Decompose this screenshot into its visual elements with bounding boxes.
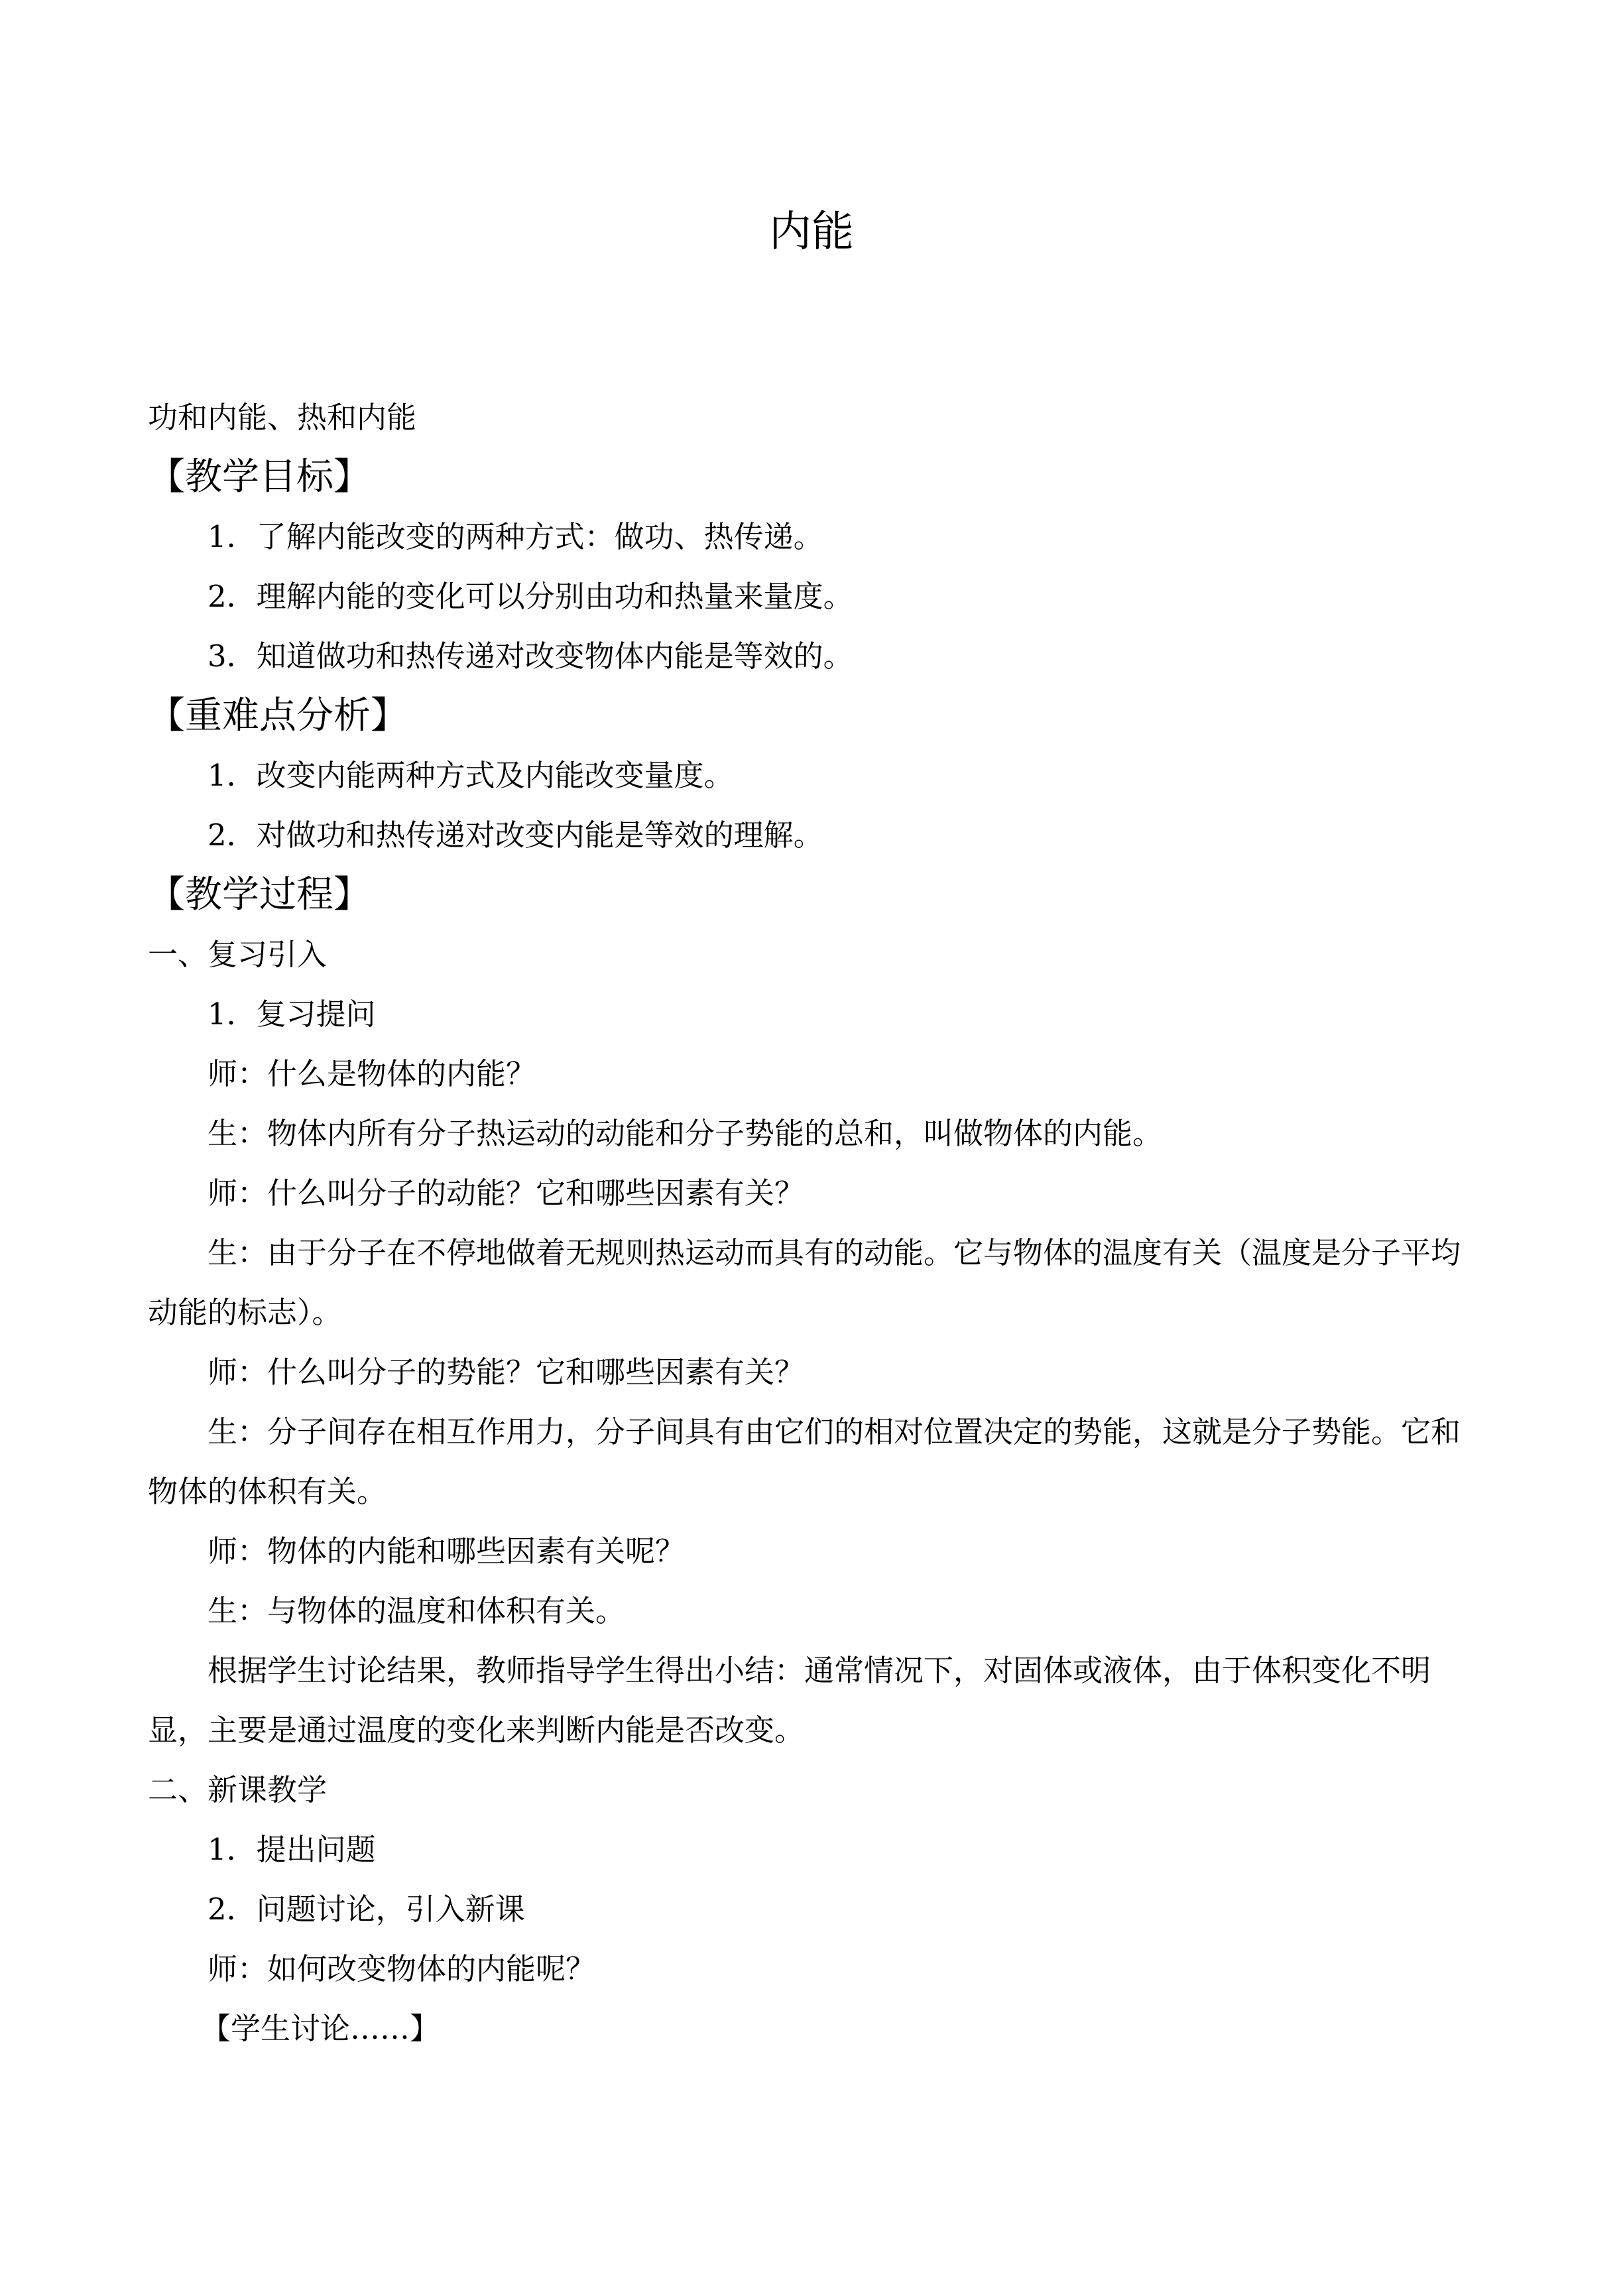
review-line: 师：什么是物体的内能？	[208, 1056, 536, 1091]
objectives-heading: 【教学目标】	[148, 455, 371, 499]
document-body	[148, 388, 1487, 2059]
review-line: 师：物体的内能和哪些因素有关呢？	[208, 1534, 686, 1569]
discussion-note: 【学生讨论……】	[201, 2011, 440, 2046]
review-line: 1．复习提问	[208, 997, 376, 1032]
review-line: 师：什么叫分子的势能？它和哪些因素有关？	[208, 1355, 805, 1390]
review-line: 生：与物体的温度和体积有关。	[208, 1593, 626, 1628]
key-points-heading: 【重难点分析】	[148, 694, 408, 737]
key-point-item: 1．改变内能两种方式及内能改变量度。	[208, 758, 734, 793]
process-heading: 【教学过程】	[148, 873, 371, 916]
lesson-line: 师：如何改变物体的内能呢？	[208, 1951, 596, 1986]
lesson-line: 1．提出问题	[208, 1832, 376, 1867]
review-summary: 根据学生讨论结果，教师指导学生得出小结：通常情况下，对固体或液体，由于体积变化不明显，主要是通过温度的变化来判断内能是否改变。	[148, 1653, 1431, 1748]
objective-item: 3．知道做功和热传递对改变物体内能是等效的。	[208, 638, 853, 674]
review-line: 生：由于分子在不停地做着无规则热运动而具有的动能。它与物体的温度有关（温度是分子平均动能的标志）。	[148, 1235, 1461, 1330]
subtitle: 功和内能、热和内能	[148, 400, 417, 435]
lesson-line: 2．问题讨论，引入新课	[208, 1892, 525, 1927]
part1-heading: 一、复习引入	[148, 937, 328, 972]
objective-item: 2．理解内能的变化可以分别由功和热量来量度。	[208, 579, 853, 614]
review-line: 生：分子间存在相互作用力，分子间具有由它们的相对位置决定的势能，这就是分子势能。它和物体的体积有关。	[148, 1414, 1461, 1509]
review-line: 师：什么叫分子的动能？它和哪些因素有关？	[208, 1176, 805, 1211]
review-line: 生：物体内所有分子热运动的动能和分子势能的总和，叫做物体的内能。	[208, 1116, 1163, 1151]
objective-item: 1．了解内能改变的两种方式：做功、热传递。	[208, 519, 823, 554]
key-point-item: 2．对做功和热传递对改变内能是等效的理解。	[208, 817, 823, 853]
part2-heading: 二、新课教学	[148, 1772, 328, 1807]
document-title: 内能	[769, 208, 854, 257]
